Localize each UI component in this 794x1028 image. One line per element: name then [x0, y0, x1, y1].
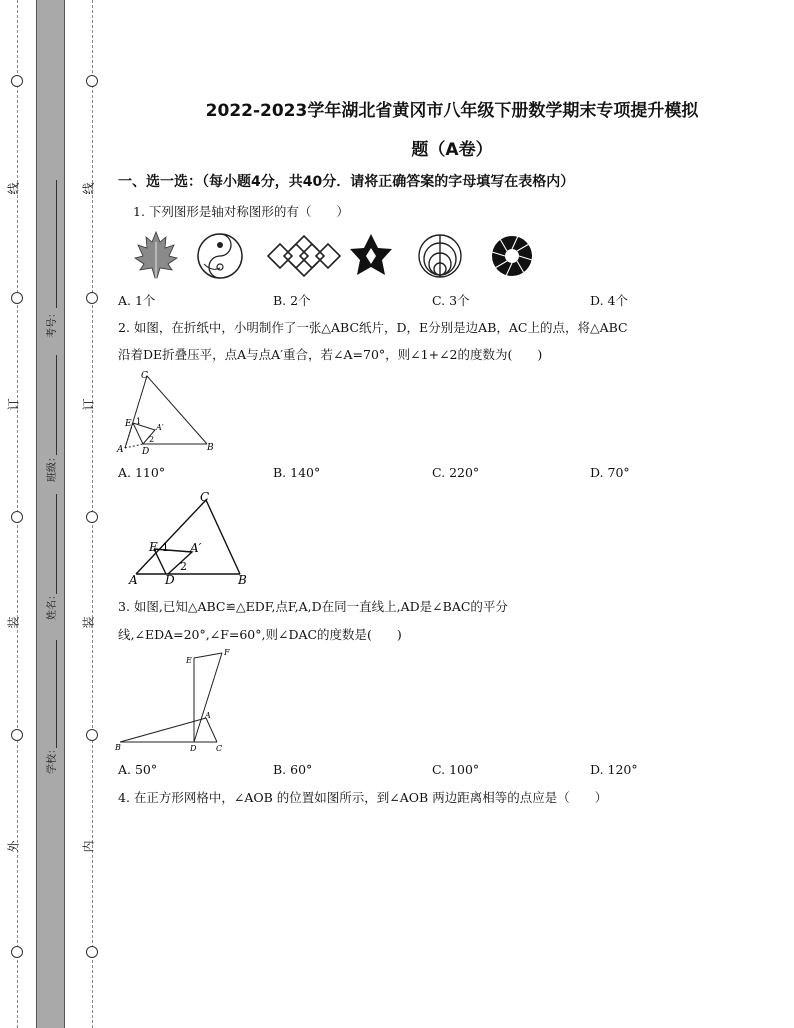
exam-number-label: 考号：	[47, 308, 58, 338]
class-line	[56, 355, 57, 455]
binding-circle	[86, 946, 98, 958]
outer-char-line: 线	[6, 182, 21, 195]
q2l-label-d: D	[165, 573, 175, 587]
q2-figure-small	[115, 366, 225, 456]
pinwheel-icon	[492, 236, 532, 276]
nested-circles-icon	[419, 235, 461, 277]
binding-circle	[11, 946, 23, 958]
school-label: 学校：	[47, 744, 58, 774]
q2-option-d[interactable]: D. 70°	[590, 465, 630, 480]
knot-icon	[268, 236, 340, 276]
q1-stem: 1. 下列图形是轴对称图形的有（ ）	[133, 204, 349, 219]
q3-stem-line2: 线,∠EDA=20°,∠F=60°,则∠DAC的度数是( )	[118, 627, 402, 642]
q2-stem-line2: 沿着DE折叠压平，点A与点A′重合，若∠A=70°，则∠1+∠2的度数为( )	[118, 347, 543, 362]
inner-char-nei: 内	[81, 840, 96, 853]
q1-option-b[interactable]: B. 2个	[273, 293, 311, 308]
q2s-label-2: 2	[149, 435, 155, 444]
binding-circle	[11, 729, 23, 741]
q1-option-d[interactable]: D. 4个	[590, 293, 628, 308]
section-heading: 一、选一选：（每小题4分，共40分．请将正确答案的字母填写在表格内）	[118, 174, 575, 190]
q2l-label-b: B	[238, 573, 247, 587]
q3-option-c[interactable]: C. 100°	[432, 762, 480, 777]
q2-stem-line1: 2. 如图，在折纸中，小明制作了一张△ABC纸片，D，E分别是边AB，AC上的点，将△ABC	[118, 320, 628, 335]
binding-circle	[11, 75, 23, 87]
q2s-label-b: B	[207, 443, 214, 453]
outer-char-wai: 外	[6, 840, 21, 853]
q3-label-c: C	[216, 744, 223, 753]
inner-char-line: 线	[81, 182, 96, 195]
class-label: 班级：	[47, 452, 58, 482]
outer-char-ding: 订	[6, 398, 21, 411]
outer-char-zhuang: 装	[6, 616, 21, 629]
name-label: 姓名：	[47, 590, 58, 620]
pentagon-flower-icon	[350, 234, 392, 275]
q2-figure-large	[122, 488, 262, 588]
page-title-cont: 题（A卷）	[411, 140, 493, 160]
q2s-label-d: D	[142, 447, 150, 456]
binding-circle	[86, 292, 98, 304]
page-title: 2022-2023学年湖北省黄冈市八年级下册数学期末专项提升模拟	[205, 101, 699, 121]
q2s-label-aprime: A′	[156, 423, 164, 432]
yin-yang-icon	[198, 234, 242, 278]
q1-option-c[interactable]: C. 3个	[432, 293, 470, 308]
q1-figures	[128, 228, 538, 284]
exam-number-line	[56, 180, 57, 308]
q2l-label-2: 2	[180, 560, 187, 573]
maple-leaf-icon	[135, 232, 177, 280]
name-line	[56, 494, 57, 594]
q4-stem: 4. 在正方形网格中，∠AOB 的位置如图所示，到∠AOB 两边距离相等的点应是（ ）	[118, 790, 608, 805]
q2s-label-a: A	[117, 445, 124, 455]
q3-figure	[114, 646, 234, 754]
binding-circle	[11, 292, 23, 304]
q2s-label-e: E	[125, 419, 132, 429]
q2l-label-a: A	[129, 573, 138, 587]
q2l-label-1: 1	[162, 541, 169, 554]
q3-option-d[interactable]: D. 120°	[590, 762, 638, 777]
q3-label-e: E	[186, 656, 192, 665]
q3-option-b[interactable]: B. 60°	[273, 762, 313, 777]
q3-stem-line1: 3. 如图,已知△ABC≌△EDF,点F,A,D在同一直线上,AD是∠BAC的平分	[118, 599, 508, 614]
q3-label-a: A	[205, 711, 211, 720]
q3-option-a[interactable]: A. 50°	[118, 762, 158, 777]
q3-label-b: B	[115, 743, 121, 752]
inner-char-zhuang: 装	[81, 616, 96, 629]
q2-option-c[interactable]: C. 220°	[432, 465, 480, 480]
binding-circle	[86, 729, 98, 741]
q3-label-f: F	[224, 648, 230, 657]
binding-bar	[36, 0, 65, 1028]
binding-circle	[86, 75, 98, 87]
binding-circle	[11, 511, 23, 523]
binding-circle	[86, 511, 98, 523]
q2l-label-aprime: A′	[190, 541, 202, 555]
q3-label-d: D	[190, 744, 197, 753]
binding-gutter	[0, 0, 110, 1028]
inner-char-ding: 订	[81, 398, 96, 411]
q2l-label-e: E	[149, 540, 158, 554]
q2s-label-1: 1	[136, 417, 142, 426]
q2-option-b[interactable]: B. 140°	[273, 465, 321, 480]
q2s-label-c: C	[141, 371, 148, 381]
q1-option-a[interactable]: A. 1个	[118, 293, 156, 308]
school-line	[56, 640, 57, 748]
q2l-label-c: C	[200, 490, 210, 504]
q2-option-a[interactable]: A. 110°	[118, 465, 166, 480]
